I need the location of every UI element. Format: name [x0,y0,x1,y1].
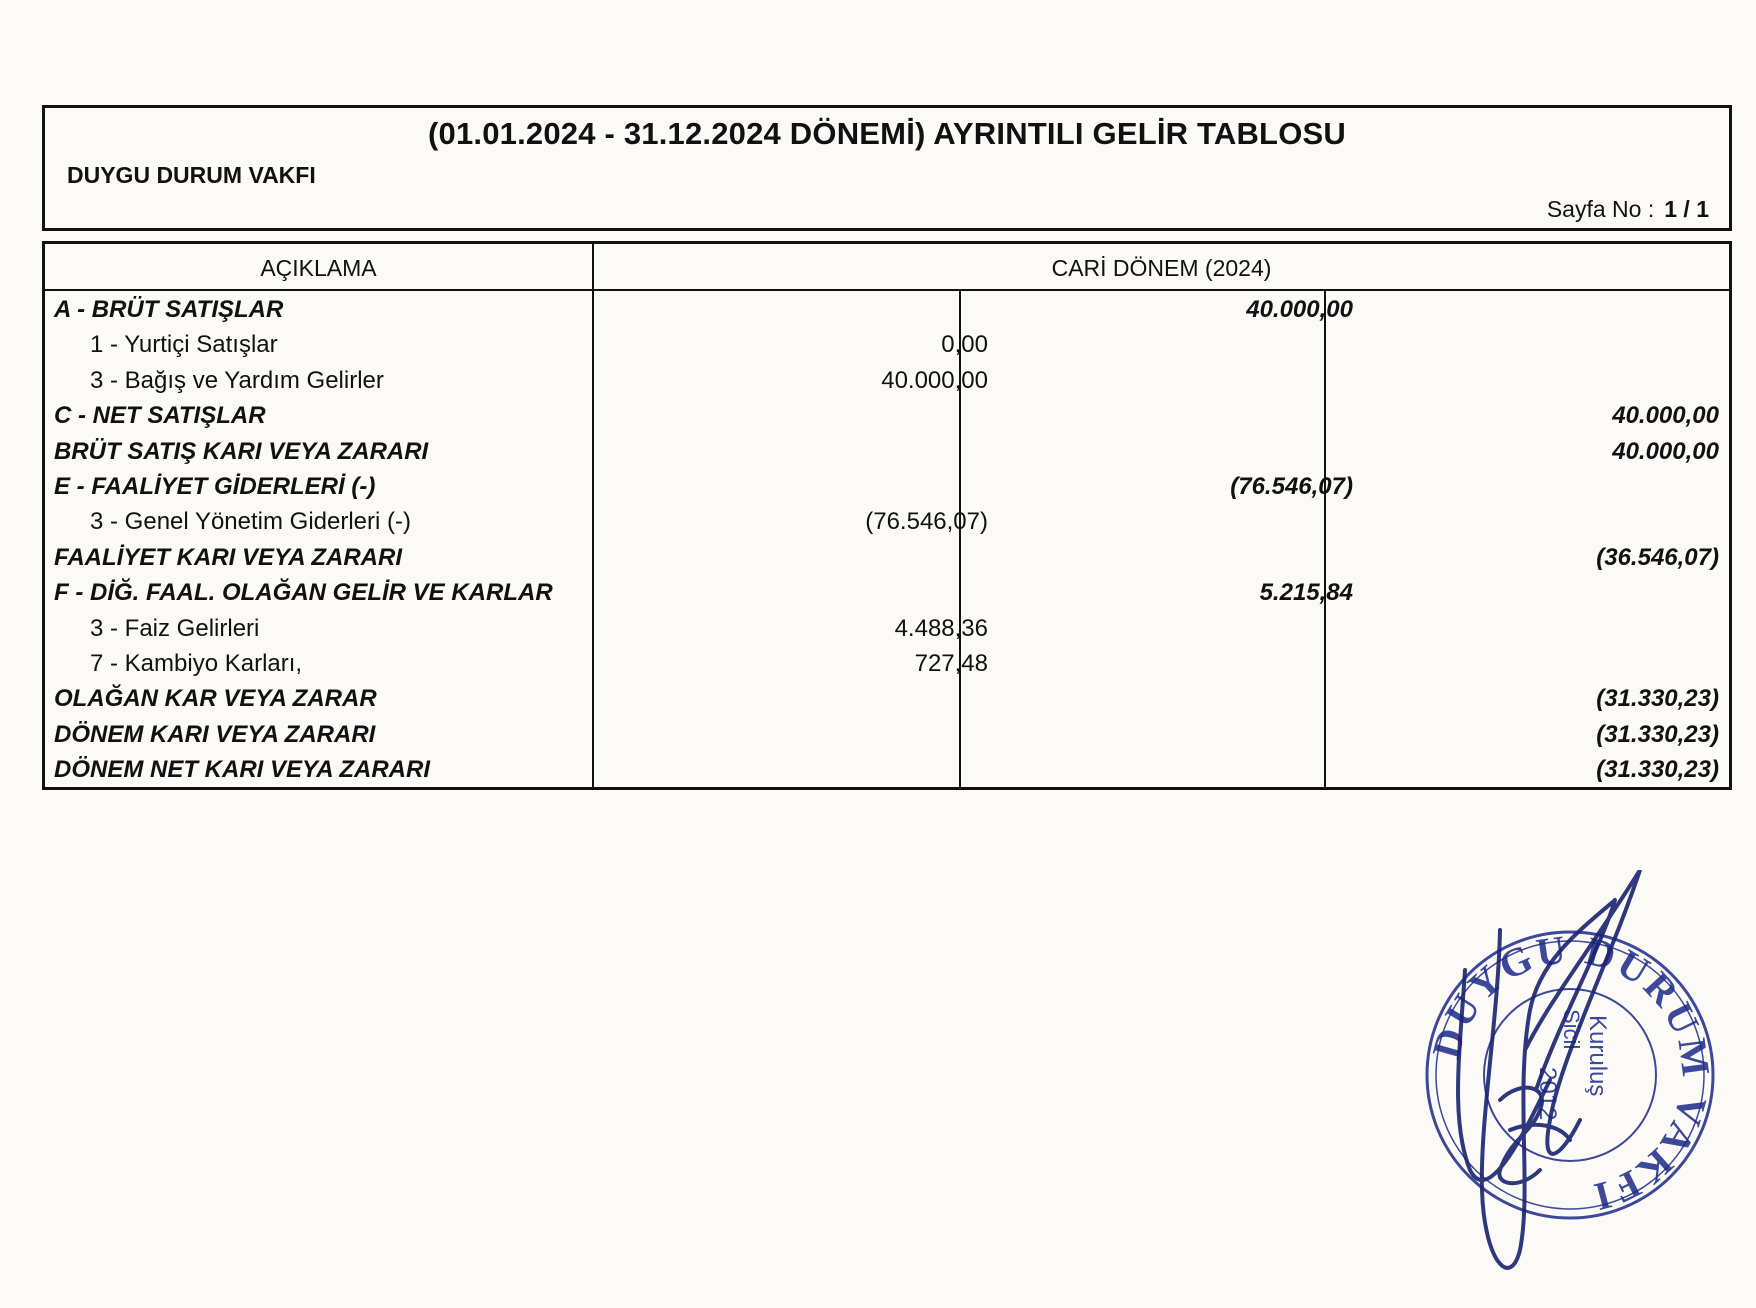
row-label: 1 - Yurtiçi Satışlar [90,331,278,359]
row-label: 3 - Bağış ve Yardım Gelirler [90,366,384,394]
table-row [45,327,1729,362]
row-total-value: (31.330,23) [1596,685,1719,713]
seal-year: 2012 [1534,1067,1561,1121]
organization-name: DUYGU DURUM VAKFI [67,162,316,188]
table-row [45,681,1729,716]
row-subtotal-value: 5.215,84 [1259,579,1353,607]
report-header [42,105,1732,231]
row-detail-value: 40.000,00 [881,366,988,394]
table-row [45,434,1729,469]
column-header-description: AÇIKLAMA [45,244,594,289]
table-row [45,398,1729,433]
seal-founded-label: Kuruluş [1584,1015,1611,1097]
table-header [45,244,1729,291]
row-total-value: 40.000,00 [1612,437,1719,465]
table-row [45,363,1729,398]
row-label: DÖNEM KARI VEYA ZARARI [54,720,376,748]
row-label: FAALİYET KARI VEYA ZARARI [54,543,403,571]
row-label: F - DİĞ. FAAL. OLAĞAN GELİR VE KARLAR [54,579,553,607]
row-label: 3 - Genel Yönetim Giderleri (-) [90,508,411,536]
table-row [45,717,1729,752]
handwritten-signature [1440,870,1720,1290]
row-label: DÖNEM NET KARI VEYA ZARARI [54,756,431,784]
row-label: 3 - Faiz Gelirleri [90,614,260,642]
row-detail-value: (76.546,07) [865,508,988,536]
table-body [45,292,1729,787]
table-row [45,752,1729,787]
row-detail-value: 727,48 [914,649,988,677]
row-subtotal-value: 40.000,00 [1246,296,1353,323]
row-total-value: (31.330,23) [1596,720,1719,748]
row-subtotal-value: (76.546,07) [1230,472,1353,500]
row-detail-value: 4.488,36 [894,614,988,642]
report-title: (01.01.2024 - 31.12.2024 DÖNEMİ) AYRINTILI GELİR TABLOSU [428,116,1346,151]
row-total-value: (31.330,23) [1596,756,1719,784]
page-number-label: Sayfa No : [1546,196,1655,222]
row-detail-value: 0,00 [941,331,988,359]
table-row [45,646,1729,681]
column-header-period: CARİ DÖNEM (2024) [1051,255,1272,281]
row-label: C - NET SATIŞLAR [54,402,266,430]
row-label: 7 - Kambiyo Karları, [90,649,303,677]
seal-outer-text: DUYGU DURUM VAKFI [1423,926,1720,1221]
page-number [1547,196,1709,223]
row-label: E - FAALİYET GİDERLERİ (-) [54,472,376,500]
table-row [45,575,1729,610]
income-statement-table [42,241,1732,790]
table-row [45,469,1729,504]
table-row [45,292,1729,327]
row-total-value: 40.000,00 [1612,402,1719,430]
page-number-value: 1 / 1 [1664,196,1709,222]
table-row [45,611,1729,646]
row-label: BRÜT SATIŞ KARI VEYA ZARARI [54,437,429,465]
table-row [45,540,1729,575]
row-total-value: (36.546,07) [1596,543,1719,571]
table-row [45,504,1729,539]
row-label: A - BRÜT SATIŞLAR [54,296,284,323]
seal-registry-label: Sicil [1559,1009,1584,1050]
row-label: OLAĞAN KAR VEYA ZARAR [54,685,377,713]
